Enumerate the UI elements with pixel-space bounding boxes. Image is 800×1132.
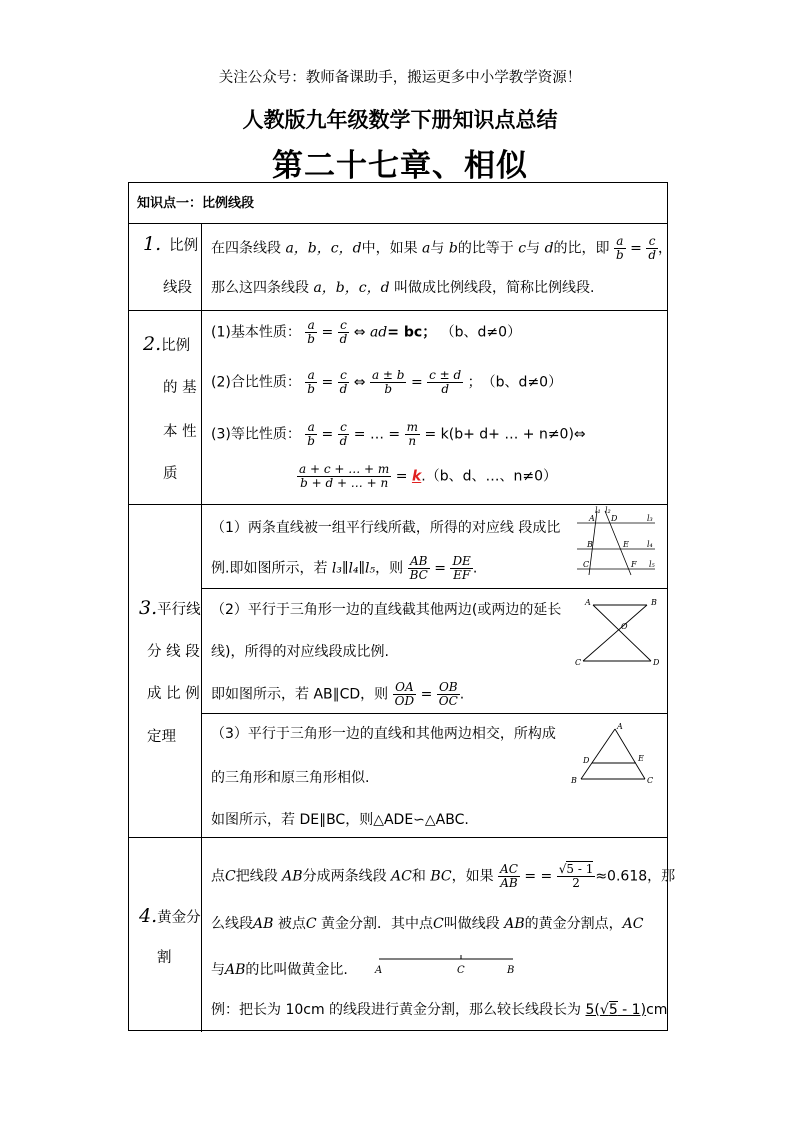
theorem3-line1: （3）平行于三角形一边的直线和其他两边相交，所构成 bbox=[211, 726, 556, 742]
header-notice: 关注公众号：教师备课助手，搬运更多中小学教学资源！ bbox=[218, 70, 582, 86]
row4-label: 4.黄金分 bbox=[139, 905, 201, 927]
svg-text:D: D bbox=[653, 658, 660, 667]
subrow-divider bbox=[201, 588, 667, 589]
svg-text:D: D bbox=[611, 514, 618, 523]
svg-text:A: A bbox=[585, 598, 591, 607]
basic-property: (1)基本性质： $\frac{a}{b}$ = $\frac{c}{d}$ ⇔ ad= bc； （b、d≠0） bbox=[211, 318, 522, 346]
theorem2-line1: （2）平行于三角形一边的直线截其他两边(或两边的延长 bbox=[211, 602, 562, 618]
svg-text:l₁: l₁ bbox=[595, 506, 601, 515]
svg-text:C: C bbox=[575, 658, 582, 667]
svg-text:C: C bbox=[647, 776, 654, 785]
svg-text:E: E bbox=[623, 540, 629, 549]
svg-text:F: F bbox=[631, 560, 637, 569]
section-header: 知识点一：比例线段 bbox=[137, 196, 255, 211]
svg-text:A: A bbox=[589, 514, 595, 523]
svg-text:A: A bbox=[375, 965, 383, 976]
golden-line1: 点C把线段 AB分成两条线段 AC和 BC，如果 $\frac{AC}{AB}$ = = $\frac{√5 - 1}{2}$ ≈0.618，那 bbox=[211, 862, 676, 890]
row2-label: 2.比例 bbox=[143, 333, 191, 355]
golden-example: 例：把长为 10cm 的线段进行黄金分割，那么较长线段长为 5(√5 - 1)cm bbox=[211, 1002, 668, 1018]
row3-label-line2: 分 线 段 bbox=[147, 644, 200, 660]
svg-text:A: A bbox=[617, 722, 623, 731]
equal-ratio-result: $\frac{a + c + \dots + m}{b + d + \dots + n}$ = k.（b、d、…、n≠0） bbox=[299, 462, 557, 490]
svg-text:E: E bbox=[638, 754, 644, 763]
theorem2-line3: 即如图所示，若 AB∥CD，则 $\frac{OA}{OD}$ = $\frac{OB}{OC}$ . bbox=[211, 680, 465, 708]
row1-label: 1. 比例 bbox=[143, 233, 199, 255]
row1-label-line2: 线段 bbox=[163, 280, 192, 296]
chapter-title: 第二十七章、相似 bbox=[272, 148, 528, 184]
document-title: 人教版九年级数学下册知识点总结 bbox=[242, 108, 558, 132]
row3-label: 3.平行线 bbox=[139, 597, 201, 619]
parallel-lines-figure bbox=[575, 506, 657, 577]
theorem1-line2: 例.即如图所示，若 l₃∥l₄∥l₅，则 $\frac{AB}{BC}$ = $\frac{DE}{EF}$ . bbox=[211, 554, 478, 582]
row2-label-line3: 本 性 bbox=[163, 424, 197, 440]
svg-text:D: D bbox=[583, 756, 590, 765]
svg-text:l₅: l₅ bbox=[649, 560, 655, 569]
row3-label-line3: 成 比 例 bbox=[147, 686, 200, 702]
golden-ratio-fraction: $\frac{√5 - 1}{2}$ bbox=[558, 862, 594, 890]
row-divider bbox=[129, 223, 667, 224]
row3-label-line4: 定理 bbox=[147, 729, 176, 745]
row4-label-line2: 割 bbox=[157, 950, 172, 966]
subrow-divider bbox=[201, 713, 667, 714]
golden-line2: 么线段AB 被点C 黄金分割．其中点C叫做线段 AB的黄金分割点，AC bbox=[211, 916, 644, 932]
sum-property: (2)合比性质： $\frac{a}{b}$ = $\frac{c}{d}$ ⇔ $\frac{a \pm b}{b}$ = $\frac{c \pm d}{d}$ ； （b、d≠0） bbox=[211, 368, 563, 396]
svg-text:B: B bbox=[587, 540, 593, 549]
fraction-c-d: $\frac{c}{d}$ bbox=[648, 234, 656, 262]
svg-text:B: B bbox=[507, 965, 515, 976]
theorem2-line2: 线)，所得的对应线段成比例. bbox=[211, 644, 389, 660]
row2-label-line4: 质 bbox=[163, 466, 178, 482]
row-divider bbox=[129, 837, 667, 838]
row-divider bbox=[129, 310, 667, 311]
svg-text:C: C bbox=[457, 965, 465, 976]
svg-text:l₂: l₂ bbox=[605, 506, 611, 515]
knowledge-table bbox=[128, 182, 676, 1031]
theorem3-line2: 的三角形和原三角形相似. bbox=[211, 770, 370, 786]
golden-segment-figure bbox=[373, 949, 523, 977]
equal-ratio-property: (3)等比性质： $\frac{a}{b}$ = $\frac{c}{d}$ = … = $\frac{m}{n}$ = k(b+ d+ … + n≠0)⇔ bbox=[211, 420, 586, 448]
row-divider bbox=[129, 504, 667, 505]
svg-text:B: B bbox=[651, 598, 657, 607]
similar-triangle-figure bbox=[571, 722, 655, 787]
hourglass-triangle-figure bbox=[575, 598, 661, 669]
fraction-a-b: $\frac{a}{b}$ bbox=[615, 234, 624, 262]
svg-text:l₄: l₄ bbox=[647, 540, 653, 549]
theorem3-line3: 如图所示，若 DE∥BC，则△ADE∽△ABC. bbox=[211, 812, 469, 828]
row2-label-line2: 的 基 bbox=[163, 380, 197, 396]
row1-line2: 那么这四条线段 a，b，c，d 叫做成比例线段，简称比例线段. bbox=[211, 280, 595, 296]
row1-line1: 在四条线段 a，b，c，d中，如果 a与 b的比等于 c与 d的比，即 $\frac{a}{b}$ = $\frac{c}{d}$ ， bbox=[211, 234, 672, 262]
svg-text:l₃: l₃ bbox=[647, 514, 653, 523]
column-divider bbox=[201, 223, 202, 1032]
golden-line3: 与AB的比叫做黄金比. bbox=[211, 962, 348, 978]
svg-text:B: B bbox=[571, 776, 577, 785]
example-answer: 5(√5 - 1) bbox=[585, 1002, 647, 1018]
svg-text:C: C bbox=[583, 560, 590, 569]
theorem1-line1: （1）两条直线被一组平行线所截，所得的对应线 段成比 bbox=[211, 520, 561, 536]
svg-text:O: O bbox=[621, 622, 628, 631]
